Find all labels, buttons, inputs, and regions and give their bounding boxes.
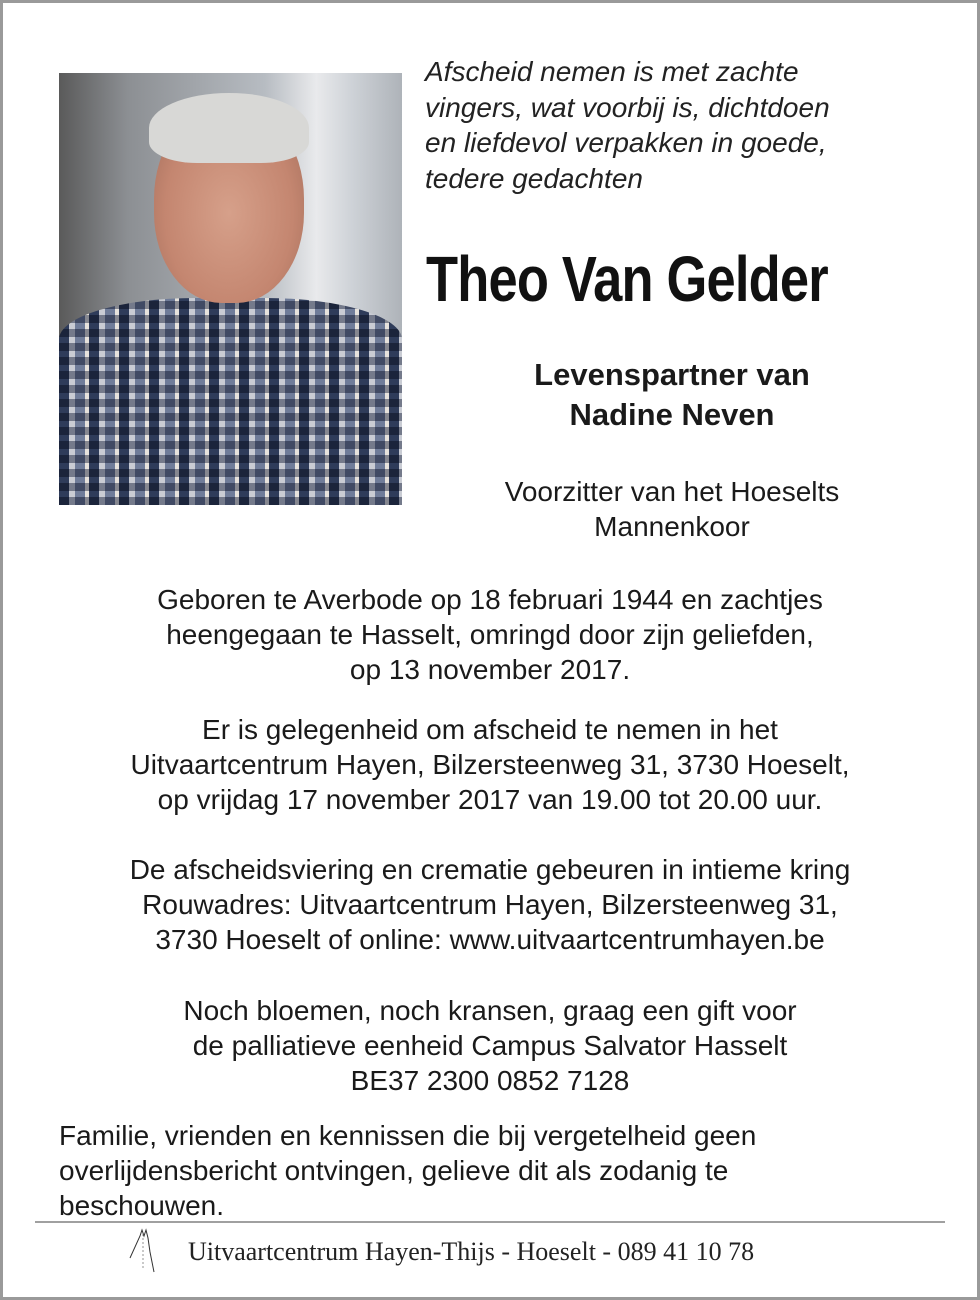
text-line: Familie, vrienden en kennissen die bij vergetelheid geen (59, 1120, 757, 1151)
text-line: op 13 november 2017. (349, 654, 631, 685)
memorial-quote (425, 54, 965, 196)
text-line: Geboren te Averbode op 18 februari 1944 en zachtjes (157, 584, 823, 615)
text-line: Noch bloemen, noch kransen, graag een gift voor (183, 995, 797, 1026)
photo-shirt (59, 298, 402, 505)
text-line: beschouwen. (59, 1190, 225, 1221)
visitation-info (20, 712, 960, 817)
ceremony-info (20, 852, 960, 957)
footer-divider (35, 1221, 945, 1223)
footer-text: Uitvaartcentrum Hayen-Thijs - Hoeselt - 089 41 10 78 (188, 1237, 755, 1266)
partner-line: Levenspartner van (534, 357, 810, 392)
role-info (402, 474, 942, 544)
role-line: Voorzitter van het Hoeselts (504, 476, 840, 507)
text-line: overlijdensbericht ontvingen, gelieve dit als zodanig te (59, 1155, 729, 1186)
quote-line: Afscheid nemen is met zachte (425, 56, 799, 87)
birth-death-info (20, 582, 960, 687)
text-line: de palliatieve eenheid Campus Salvator Hasselt (192, 1030, 788, 1061)
text-line: op vrijdag 17 november 2017 van 19.00 tot 20.00 uur. (157, 784, 823, 815)
photo-hair (149, 93, 309, 163)
donation-info (20, 993, 960, 1098)
text-line: 3730 Hoeselt of online: www.uitvaartcentrumhayen.be (155, 924, 825, 955)
funeral-home-logo-icon (128, 1228, 174, 1276)
partner-info (402, 355, 942, 435)
text-line: De afscheidsviering en crematie gebeuren in intieme kring (129, 854, 851, 885)
notice-text (59, 1118, 859, 1223)
partner-line: Nadine Neven (569, 397, 775, 432)
quote-line: vingers, wat voorbij is, dichtdoen (425, 91, 830, 123)
text-line: Rouwadres: Uitvaartcentrum Hayen, Bilzersteenweg 31, (142, 889, 838, 920)
role-line: Mannenkoor (594, 511, 750, 542)
text-line: Er is gelegenheid om afscheid te nemen in het (202, 714, 778, 745)
text-line: Uitvaartcentrum Hayen, Bilzersteenweg 31, 3730 Hoeselt, (130, 749, 850, 780)
portrait-photo (59, 73, 402, 505)
quote-line: en liefdevol verpakken in goede, (425, 127, 827, 158)
quote-line: tedere gedachten (425, 162, 643, 194)
footer (128, 1228, 754, 1276)
text-line: BE37 2300 0852 7128 (350, 1065, 630, 1096)
text-line: heengegaan te Hasselt, omringd door zijn geliefden, (166, 619, 814, 650)
deceased-name: Theo Van Gelder (426, 243, 828, 315)
